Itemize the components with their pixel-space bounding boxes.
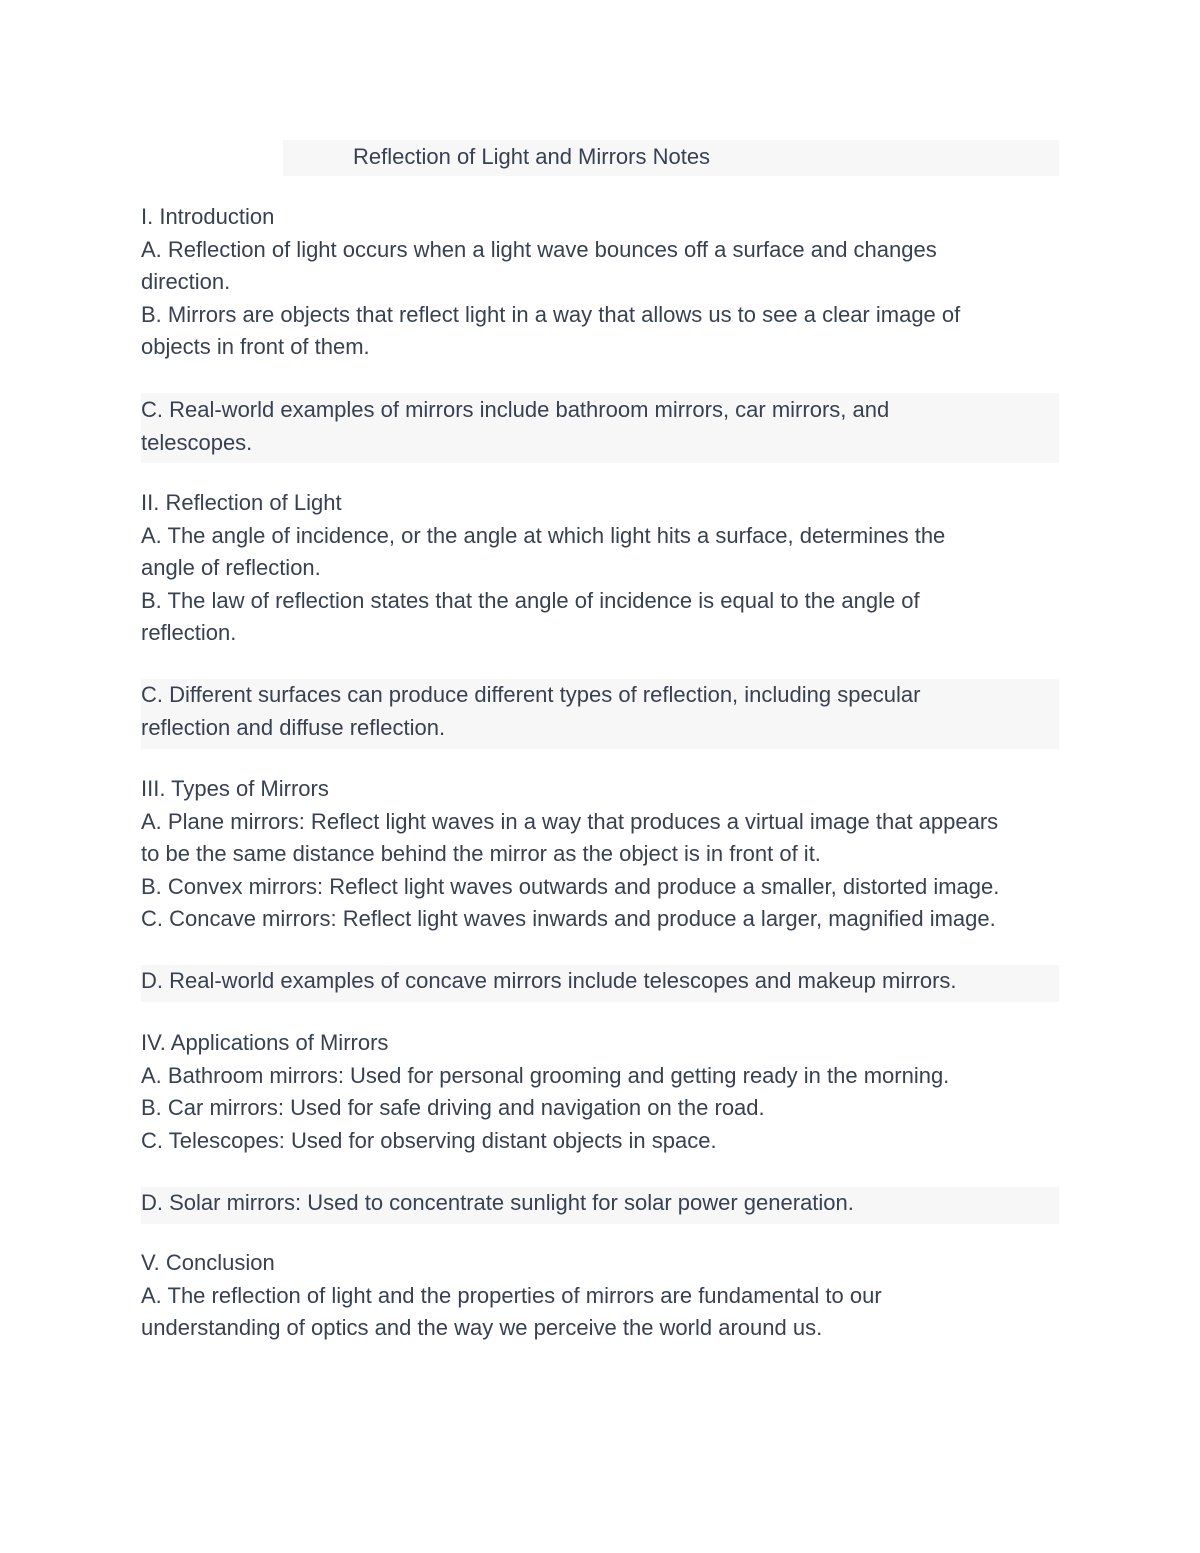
page-title: Reflection of Light and Mirrors Notes (353, 144, 711, 169)
text-line: C. Real-world examples of mirrors include bathroom mirrors, car mirrors, and (141, 397, 890, 422)
section-reflection-of-light (141, 487, 945, 650)
highlighted-note (141, 679, 920, 744)
section-conclusion (141, 1247, 882, 1345)
section-heading: I. Introduction (141, 204, 275, 229)
text-line: telescopes. (141, 429, 253, 455)
text-line: D. Real-world examples of concave mirrors include telescopes and makeup mirrors. (141, 968, 957, 993)
text-line: A. The reflection of light and the properties of mirrors are fundamental to our (141, 1282, 882, 1308)
section-types-of-mirrors (141, 773, 999, 936)
section-heading: V. Conclusion (141, 1250, 275, 1275)
text-line: understanding of optics and the way we perceive the world around us. (141, 1315, 823, 1341)
text-line: objects in front of them. (141, 334, 370, 360)
text-line: A. Bathroom mirrors: Used for personal grooming and getting ready in the morning. (141, 1062, 950, 1088)
section-heading: II. Reflection of Light (141, 490, 342, 515)
section-applications-of-mirrors (141, 1027, 949, 1157)
text-line: reflection and diffuse reflection. (141, 714, 446, 740)
text-line: B. Convex mirrors: Reflect light waves outwards and produce a smaller, distorted image. (141, 873, 1000, 899)
text-line: C. Concave mirrors: Reflect light waves inwards and produce a larger, magnified image. (141, 906, 996, 932)
text-line: A. Reflection of light occurs when a light wave bounces off a surface and changes (141, 236, 937, 262)
text-line: B. The law of reflection states that the angle of incidence is equal to the angle of (141, 587, 920, 613)
text-line: B. Car mirrors: Used for safe driving and navigation on the road. (141, 1095, 765, 1121)
text-line: A. The angle of incidence, or the angle at which light hits a surface, determines the (141, 522, 946, 548)
section-introduction (141, 201, 960, 364)
text-line: direction. (141, 269, 231, 295)
section-heading: IV. Applications of Mirrors (141, 1030, 389, 1055)
text-line: C. Telescopes: Used for observing distant objects in space. (141, 1127, 717, 1153)
text-line: D. Solar mirrors: Used to concentrate sunlight for solar power generation. (141, 1190, 854, 1215)
text-line: angle of reflection. (141, 555, 321, 581)
section-heading: III. Types of Mirrors (141, 776, 329, 801)
text-line: A. Plane mirrors: Reflect light waves in a way that produces a virtual image that appears (141, 808, 999, 834)
highlighted-note (141, 965, 957, 998)
highlighted-note (141, 1187, 854, 1220)
text-line: to be the same distance behind the mirror as the object is in front of it. (141, 841, 821, 867)
text-line: reflection. (141, 620, 237, 646)
text-line: C. Different surfaces can produce different types of reflection, including specular (141, 682, 921, 707)
text-line: B. Mirrors are objects that reflect light in a way that allows us to see a clear image of (141, 301, 961, 327)
highlighted-note (141, 394, 889, 459)
